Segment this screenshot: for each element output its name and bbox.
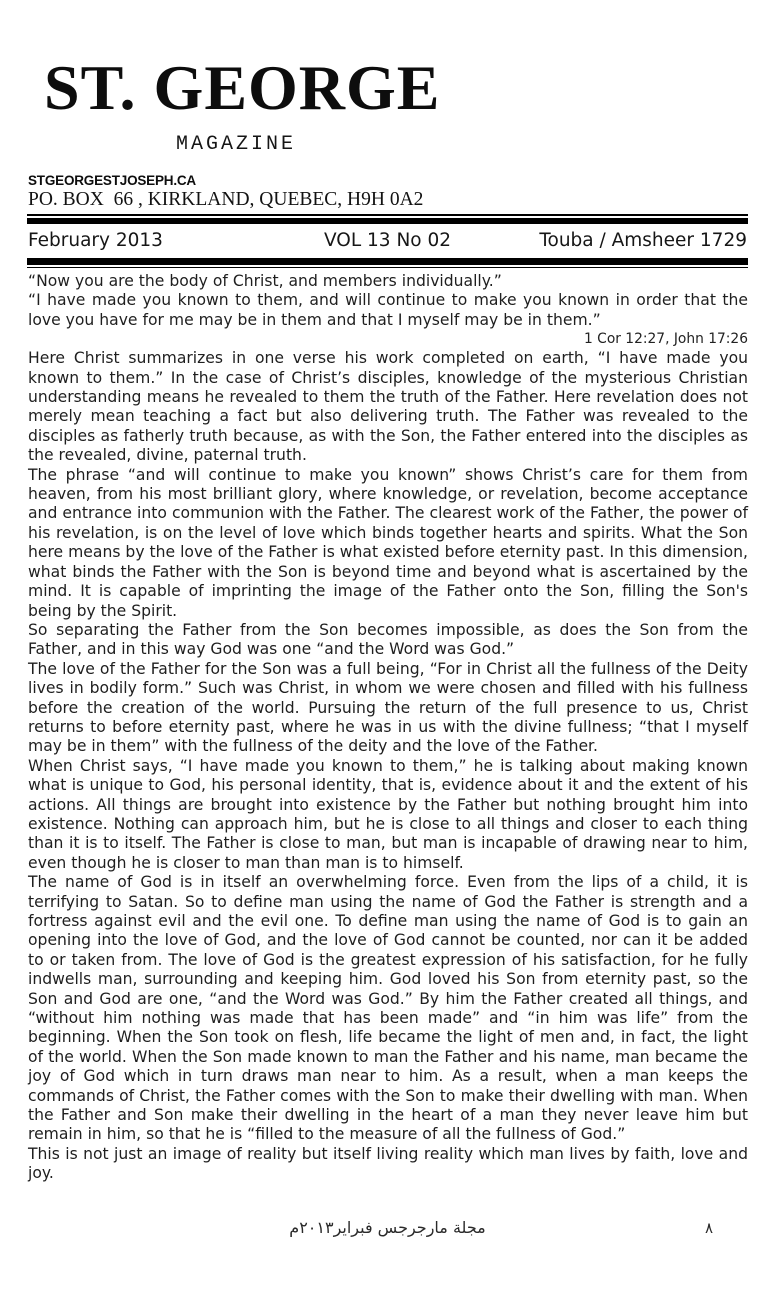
masthead-po-address: PO. BOX 66 , KIRKLAND, QUEBEC, H9H 0A2 [28, 189, 424, 210]
dateline [27, 224, 748, 258]
rule-thick-bar [27, 258, 748, 265]
article-body [28, 272, 748, 1184]
article-paragraph: The phrase “and will continue to make you known” shows Christ’s care for them from heaven, from his most brilliant glory, where knowledge, or revelation, become acceptance and entrance into communion with the Father. The clearest work of the Father, the power of his revelation, is on the level of love which binds together hearts and spirits. What the Son here means by the love of the Father is what existed before eternity past. In this dimension, what binds the Father with the Son is beyond time and beyond what is ascertained by the mind. It is capable of imprinting the image of the Father onto the Son, filling the Son's being by the Spirit. [28, 465, 748, 620]
divider-thick-thin-rule [27, 258, 748, 268]
scripture-quote: “Now you are the body of Christ, and members individually.” [28, 272, 502, 290]
masthead [0, 0, 775, 211]
article-paragraph: When Christ says, “I have made you known to them,” he is talking about making known what is unique to God, his personal identity, that is, evidence about it and the extent of his actions. All things are brought into existence by the Father but nothing brought him into existence. Nothing can approach him, but he is close to all things and closer to each thing than it is to itself. The Father is close to man, but man is incapable of drawing near to him, even though he is closer to man than man is to himself. [28, 756, 748, 872]
issue-coptic-date: Touba / Amsheer 1729 [539, 230, 747, 251]
footer-journal-title-arabic: مجلة مارجرجس فبراير٢٠١٣م [289, 1218, 486, 1237]
article-paragraph: Here Christ summarizes in one verse his work completed on earth, “I have made you known to them.” In the case of Christ’s disciples, knowledge of the mysterious Christian understanding means he revealed to them the truth of the Father. Here revelation does not merely mean teaching a fact but also delivering truth. The Father was revealed to the disciples as fatherly truth because, as with the Son, the Father entered into the disciples as the revealed, divine, paternal truth. [28, 349, 748, 465]
article-paragraph: This is not just an image of reality but itself living reality which man lives by faith, love and joy. [28, 1144, 748, 1183]
page-footer [0, 1218, 775, 1252]
issue-month: February 2013 [28, 230, 163, 251]
page-number: ٨ [704, 1219, 713, 1237]
article-paragraph: So separating the Father from the Son becomes impossible, as does the Son from the Father, and in this way God was one “and the Word was God.” [28, 620, 748, 659]
scripture-reference: 1 Cor 12:27, John 17:26 [584, 331, 748, 348]
article-paragraph: The name of God is in itself an overwhelming force. Even from the lips of a child, it is terrifying to Satan. So to define man using the name of God the Father is strength and a fortress against evil and the evil one. To define man using the name of God is to gain an opening into the love of God, and the love of God cannot be counted, nor can it be added to or taken from. The love of God is the greatest expression of his satisfaction, for he fully indwells man, surrounding and keeping him. God loved his Son from eternity past, so the Son and God are one, “and the Word was God.” By him the Father created all things, and “without him nothing was made that has been made” and “in him was life” from the beginning. When the Son took on flesh, life became the light of men and, in fact, the light of the world. When the Son made known to man the Father and his name, man became the joy of God which in turn draws man near to him. As a result, when a man keeps the commands of Christ, the Father comes with the Son to make their dwelling with man. When the Father and Son make their dwelling in the heart of a man they never leave him but remain in him, so that he is “filled to the measure of all the fullness of God.” [28, 873, 748, 1144]
rule-thin-bar [27, 267, 748, 268]
scripture-quote: “I have made you known to them, and will continue to make you known in order that the love you have for me may be in them and that I myself may be in them.” [28, 291, 748, 329]
divider-thin-thick-rule [27, 214, 748, 224]
magazine-subtitle: MAGAZINE [176, 133, 297, 156]
magazine-title: ST. GEORGE [44, 52, 441, 123]
issue-volume: VOL 13 No 02 [323, 230, 452, 251]
article-paragraph: The love of the Father for the Son was a full being, “For in Christ all the fullness of the Deity lives in bodily form.” Such was Christ, in whom we were chosen and filled with his fullness before the creation of the world. Pursuing the return of the full presence to us, Christ returns to before eternity past, where he was in us with the divine fullness; “that I myself may be in them” with the fullness of the deity and the love of the Father. [28, 659, 748, 756]
masthead-website-url: STGEORGESTJOSEPH.CA [28, 173, 196, 188]
